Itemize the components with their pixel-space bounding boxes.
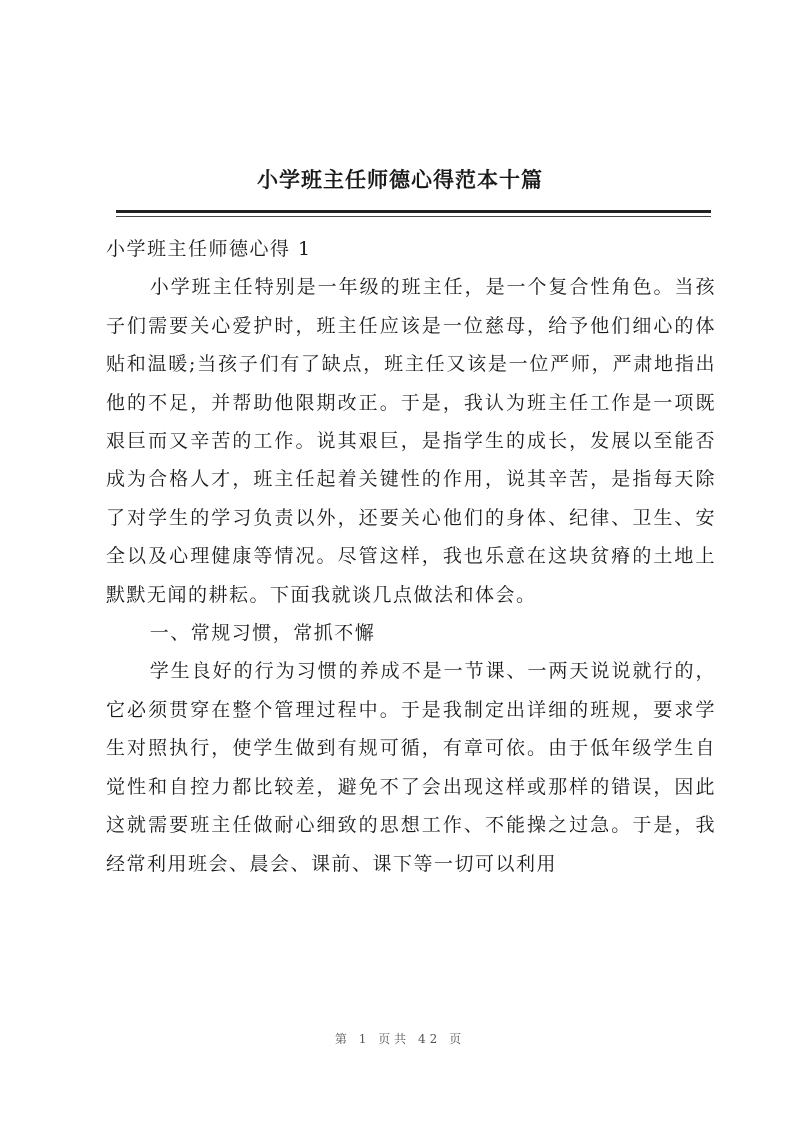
document-body: [106, 230, 716, 883]
page-title: 小学班主任师德心得范本十篇: [257, 167, 543, 192]
section-heading: 小学班主任师德心得 1: [106, 238, 312, 260]
body-paragraph-1: 小学班主任特别是一年级的班主任，是一个复合性角色。当孩子们需要关心爱护时，班主任应该是一位慈母，给予他们细心的体贴和温暖;当孩子们有了缺点，班主任又该是一位严师，严肃地指出他的不足，并帮助他限期改正。于是，我认为班主任工作是一项既艰巨而又辛苦的工作。说其艰巨，是指学生的成长，发展以至能否成为合格人才，班主任起着关键性的作用，说其辛苦，是指每天除了对学生的学习负责以外，还要关心他们的身体、纪律、卫生、安全以及心理健康等情况。尽管这样，我也乐意在这块贫瘠的土地上默默无闻的耕耘。下面我就谈几点做法和体会。: [106, 276, 716, 606]
title-divider: [116, 210, 711, 213]
body-paragraph-2: 学生良好的行为习惯的养成不是一节课、一两天说说就行的，它必须贯穿在整个管理过程中。于是我制定出详细的班规，要求学生对照执行，使学生做到有规可循，有章可依。由于低年级学生自觉性和自控力都比较差，避免不了会出现这样或那样的错误，因此这就需要班主任做耐心细致的思想工作、不能操之过急。于是，我经常利用班会、晨会、课前、课下等一切可以利用: [106, 660, 716, 875]
page-footer: 第 1 页共 42 页: [334, 1032, 466, 1046]
title-divider-thin: [116, 216, 711, 217]
subheading-1: 一、常规习惯，常抓不懈: [149, 622, 376, 645]
